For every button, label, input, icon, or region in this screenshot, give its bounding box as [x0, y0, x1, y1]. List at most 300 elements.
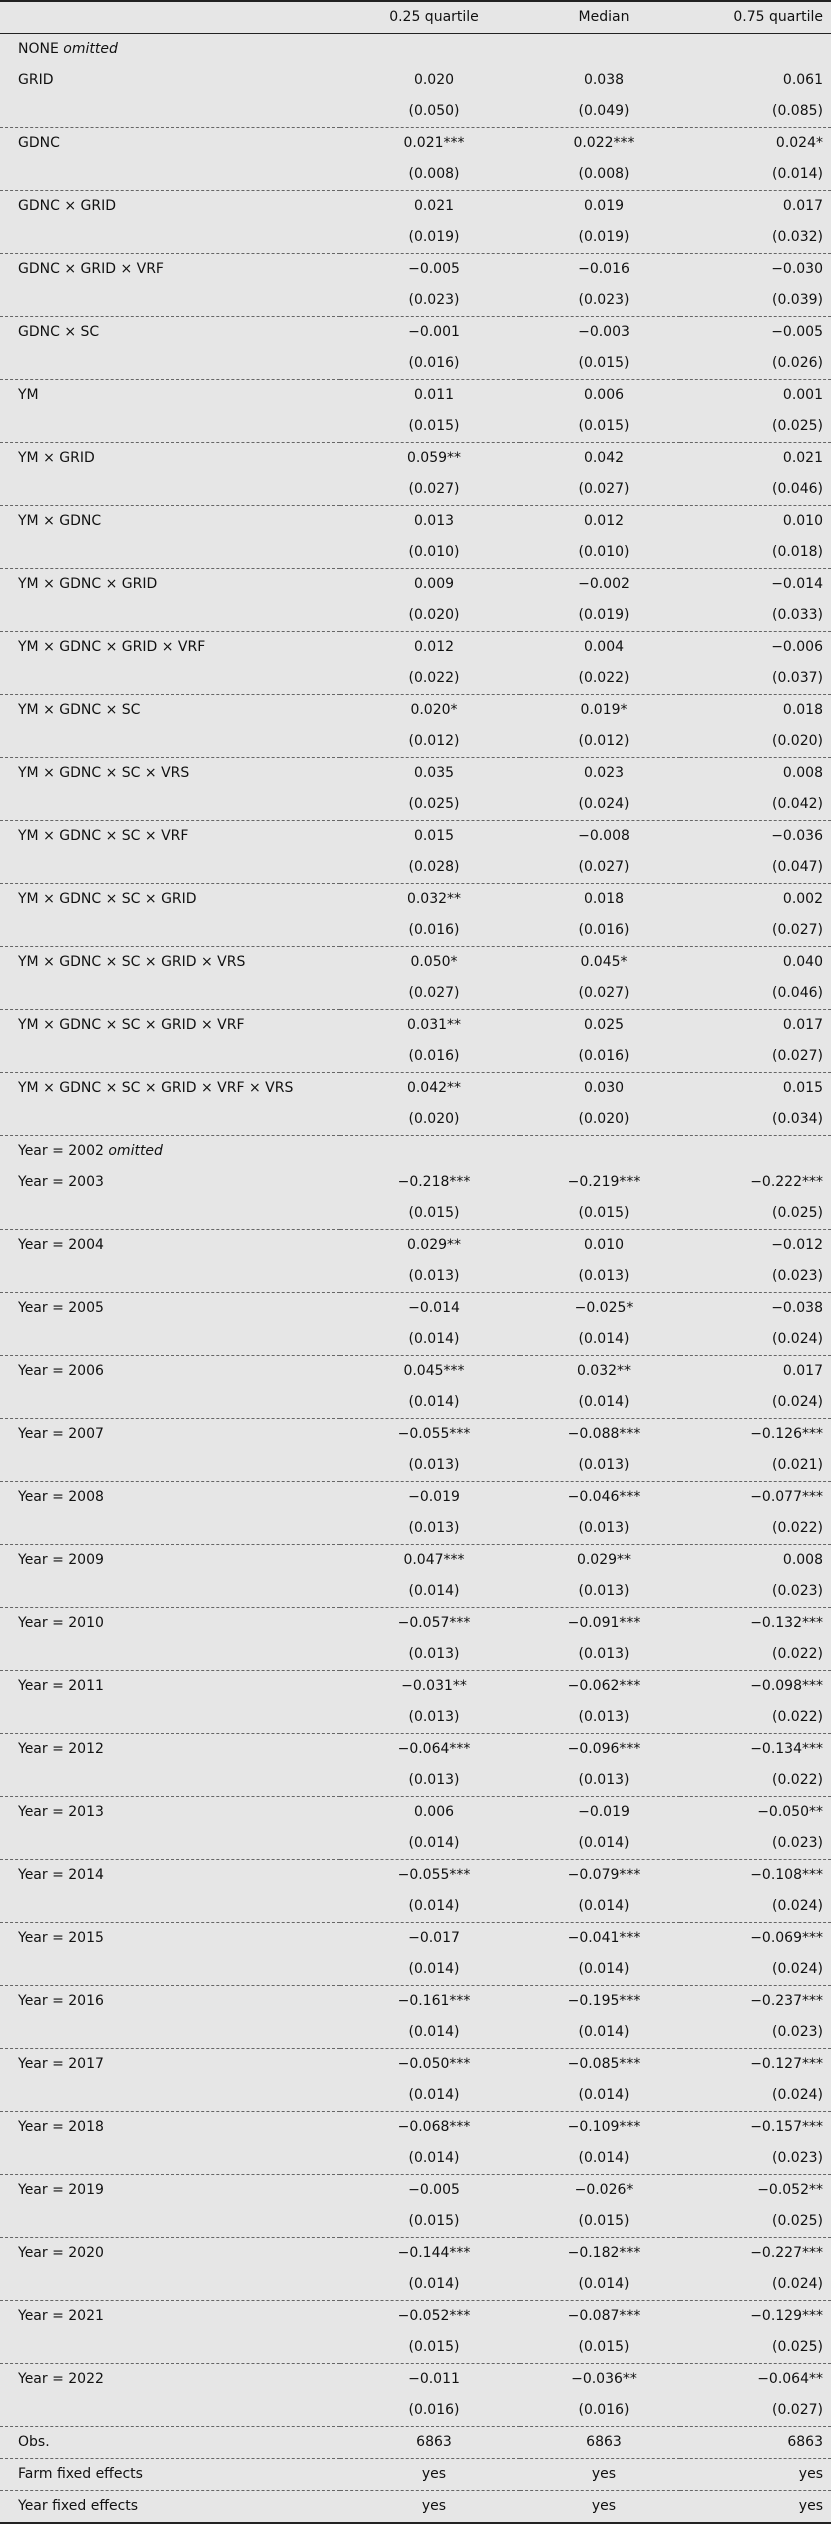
standard-error-value: (0.014) [340, 1891, 520, 1923]
coefficient-value: 0.061 [782, 72, 823, 88]
footer-label: Farm fixed effects [0, 2459, 340, 2491]
coefficient-value: −0.055*** [397, 1426, 471, 1442]
coefficient-value: −0.019 [408, 1489, 460, 1505]
coefficient-value: 0.045*** [403, 1363, 465, 1379]
standard-error-value: (0.016) [520, 915, 680, 947]
standard-error-value: (0.013) [340, 1450, 520, 1482]
variable-label: Year = 2010 [18, 1615, 104, 1631]
coefficient-value: 0.008 [782, 765, 823, 781]
variable-label: YM × GDNC × SC × GRID [18, 891, 197, 907]
empty-cell [520, 34, 680, 66]
coefficient-row [0, 1010, 831, 1042]
empty-cell [0, 2017, 340, 2049]
standard-error-value: (0.024) [680, 2080, 831, 2112]
standard-error-value: (0.025) [680, 1198, 831, 1230]
coefficient-value: −0.091*** [567, 1615, 641, 1631]
coefficient-value: 0.023 [583, 765, 625, 781]
header-row [0, 1, 831, 34]
standard-error-value: (0.027) [520, 852, 680, 884]
standard-error-value: (0.046) [680, 978, 831, 1010]
coefficient-value: 0.017 [782, 1363, 823, 1379]
standard-error-value: (0.008) [520, 159, 680, 191]
coefficient-row [0, 1167, 831, 1198]
standard-error-value: (0.025) [680, 2332, 831, 2364]
standard-error-value: (0.019) [520, 222, 680, 254]
coefficient-value: −0.050*** [397, 2056, 471, 2072]
coefficient-row [0, 254, 831, 286]
standard-error-value: (0.020) [680, 726, 831, 758]
coefficient-value: 0.001 [782, 387, 823, 403]
footer-value: yes [520, 2459, 680, 2491]
footer-value: 6863 [520, 2427, 680, 2459]
coefficient-value: −0.062*** [567, 1678, 641, 1694]
empty-cell [680, 1136, 831, 1168]
empty-cell [0, 600, 340, 632]
standard-error-value: (0.013) [520, 1513, 680, 1545]
coefficient-value: −0.030 [771, 261, 823, 277]
coefficient-value: −0.161*** [397, 1993, 471, 2009]
empty-cell [0, 96, 340, 128]
standard-error-row [0, 96, 831, 128]
standard-error-row [0, 1513, 831, 1545]
standard-error-value: (0.039) [680, 285, 831, 317]
standard-error-value: (0.037) [680, 663, 831, 695]
coefficient-value: −0.085*** [567, 2056, 641, 2072]
coefficient-value: 0.059** [406, 450, 462, 466]
standard-error-value: (0.023) [680, 1828, 831, 1860]
coefficient-value: 0.011 [413, 387, 455, 403]
omitted-note: omitted [63, 41, 118, 57]
variable-label: Year = 2020 [18, 2245, 104, 2261]
coefficient-row [0, 947, 831, 979]
coefficient-row [0, 1608, 831, 1640]
coefficient-value: 0.038 [583, 72, 625, 88]
coefficient-value: 0.010 [782, 513, 823, 529]
standard-error-value: (0.024) [680, 1954, 831, 1986]
coefficient-row [0, 1356, 831, 1388]
table-body [0, 34, 831, 2524]
coefficient-value: −0.129*** [750, 2308, 823, 2324]
standard-error-value: (0.024) [680, 1324, 831, 1356]
coefficient-value: −0.005 [771, 324, 823, 340]
coefficient-value: 0.032** [406, 891, 462, 907]
empty-cell [0, 1104, 340, 1136]
standard-error-value: (0.027) [340, 978, 520, 1010]
coefficient-value: −0.064** [757, 2371, 823, 2387]
coefficient-value: −0.005 [408, 261, 460, 277]
standard-error-value: (0.015) [520, 2206, 680, 2238]
coefficient-value: −0.087*** [567, 2308, 641, 2324]
standard-error-value: (0.015) [340, 1198, 520, 1230]
standard-error-row [0, 2395, 831, 2427]
standard-error-value: (0.025) [680, 411, 831, 443]
standard-error-row [0, 1576, 831, 1608]
empty-cell [0, 222, 340, 254]
standard-error-value: (0.022) [340, 663, 520, 695]
empty-cell [0, 1828, 340, 1860]
coefficient-value: 0.015 [413, 828, 455, 844]
empty-cell [0, 1513, 340, 1545]
coefficient-value: 0.029** [406, 1237, 462, 1253]
variable-label: GDNC × SC [18, 324, 100, 340]
coefficient-value: −0.011 [408, 2371, 460, 2387]
standard-error-value: (0.016) [520, 2395, 680, 2427]
standard-error-value: (0.023) [340, 285, 520, 317]
coefficient-row [0, 884, 831, 916]
coefficient-value: −0.038 [771, 1300, 823, 1316]
coefficient-row [0, 632, 831, 664]
coefficient-value: −0.002 [578, 576, 630, 592]
empty-cell [0, 1198, 340, 1230]
coefficient-value: −0.108*** [750, 1867, 823, 1883]
footer-label: Year fixed effects [0, 2491, 340, 2524]
coefficient-value: −0.237*** [750, 1993, 823, 2009]
variable-label: YM [18, 387, 39, 403]
standard-error-value: (0.014) [340, 2080, 520, 2112]
standard-error-value: (0.014) [340, 1954, 520, 1986]
variable-label: Year = 2021 [18, 2308, 104, 2324]
coefficient-value: 0.009 [413, 576, 455, 592]
coefficient-row [0, 1797, 831, 1829]
standard-error-row [0, 726, 831, 758]
coefficient-value: −0.014 [771, 576, 823, 592]
standard-error-value: (0.014) [520, 2143, 680, 2175]
standard-error-value: (0.013) [340, 1513, 520, 1545]
coefficient-row [0, 1419, 831, 1451]
coefficient-value: −0.050** [757, 1804, 823, 1820]
standard-error-value: (0.014) [340, 2143, 520, 2175]
empty-cell [0, 2143, 340, 2175]
coefficient-value: 0.021*** [403, 135, 465, 151]
empty-cell [0, 852, 340, 884]
coefficient-value: −0.006 [771, 639, 823, 655]
coefficient-value: 0.022*** [573, 135, 635, 151]
coefficient-value: −0.055*** [397, 1867, 471, 1883]
standard-error-row [0, 2206, 831, 2238]
standard-error-value: (0.014) [520, 1387, 680, 1419]
coefficient-row [0, 1986, 831, 2018]
empty-cell [520, 1136, 680, 1168]
standard-error-value: (0.008) [340, 159, 520, 191]
coefficient-row [0, 65, 831, 96]
empty-cell [0, 1576, 340, 1608]
standard-error-value: (0.013) [340, 1261, 520, 1293]
standard-error-value: (0.014) [520, 1324, 680, 1356]
variable-label: YM × GDNC × SC × VRF [18, 828, 189, 844]
empty-cell [0, 348, 340, 380]
standard-error-value: (0.023) [680, 1576, 831, 1608]
footer-value: yes [340, 2459, 520, 2491]
coefficient-row [0, 380, 831, 412]
standard-error-value: (0.032) [680, 222, 831, 254]
header-q25: 0.25 quartile [340, 1, 520, 34]
coefficient-value: −0.182*** [567, 2245, 641, 2261]
coefficient-value: −0.088*** [567, 1426, 641, 1442]
omitted-note: omitted [108, 1143, 163, 1159]
standard-error-value: (0.023) [520, 285, 680, 317]
empty-cell [0, 2206, 340, 2238]
coefficient-value: 0.042** [406, 1080, 462, 1096]
coefficient-value: −0.109*** [567, 2119, 641, 2135]
standard-error-row [0, 2332, 831, 2364]
empty-cell [680, 34, 831, 66]
standard-error-value: (0.014) [340, 1828, 520, 1860]
coefficient-row [0, 1073, 831, 1105]
standard-error-value: (0.014) [340, 1324, 520, 1356]
standard-error-row [0, 1891, 831, 1923]
standard-error-value: (0.016) [340, 1041, 520, 1073]
variable-label: Year = 2017 [18, 2056, 104, 2072]
variable-label: YM × GDNC × SC × VRS [18, 765, 190, 781]
standard-error-row [0, 1104, 831, 1136]
standard-error-row [0, 285, 831, 317]
standard-error-value: (0.025) [680, 2206, 831, 2238]
variable-label: YM × GDNC × SC × GRID × VRF × VRS [18, 1080, 294, 1096]
coefficient-value: −0.069*** [750, 1930, 823, 1946]
standard-error-value: (0.013) [520, 1261, 680, 1293]
standard-error-value: (0.013) [520, 1765, 680, 1797]
standard-error-value: (0.022) [680, 1513, 831, 1545]
coefficient-value: −0.057*** [397, 1615, 471, 1631]
coefficient-value: 0.004 [583, 639, 625, 655]
standard-error-value: (0.034) [680, 1104, 831, 1136]
variable-label: YM × GDNC × SC × GRID × VRF [18, 1017, 245, 1033]
standard-error-value: (0.023) [680, 2143, 831, 2175]
variable-label: Year = 2015 [18, 1930, 104, 1946]
variable-label: GRID [18, 72, 54, 88]
variable-label: Year = 2014 [18, 1867, 104, 1883]
standard-error-value: (0.028) [340, 852, 520, 884]
standard-error-value: (0.027) [680, 1041, 831, 1073]
standard-error-value: (0.018) [680, 537, 831, 569]
standard-error-value: (0.042) [680, 789, 831, 821]
coefficient-value: 0.012 [413, 639, 455, 655]
standard-error-value: (0.027) [520, 474, 680, 506]
footer-value: yes [340, 2491, 520, 2524]
coefficient-value: 0.006 [583, 387, 625, 403]
variable-label: YM × GDNC [18, 513, 102, 529]
empty-cell [340, 34, 520, 66]
empty-cell [0, 537, 340, 569]
coefficient-row [0, 758, 831, 790]
footer-value: yes [680, 2459, 831, 2491]
coefficient-value: −0.157*** [750, 2119, 823, 2135]
coefficient-row [0, 1230, 831, 1262]
standard-error-value: (0.020) [520, 1104, 680, 1136]
empty-cell [0, 789, 340, 821]
coefficient-value: −0.132*** [750, 1615, 823, 1631]
standard-error-value: (0.022) [680, 1639, 831, 1671]
standard-error-row [0, 159, 831, 191]
empty-cell [0, 1702, 340, 1734]
omitted-variable: NONE [18, 41, 59, 57]
empty-cell [0, 1450, 340, 1482]
standard-error-value: (0.014) [520, 1828, 680, 1860]
standard-error-value: (0.015) [340, 2332, 520, 2364]
coefficient-value: 0.017 [782, 1017, 823, 1033]
standard-error-row [0, 411, 831, 443]
coefficient-value: −0.219*** [567, 1174, 641, 1190]
empty-cell [0, 474, 340, 506]
header-median: Median [520, 1, 680, 34]
standard-error-row [0, 1954, 831, 1986]
omitted-row [0, 34, 831, 66]
empty-cell [340, 1136, 520, 1168]
standard-error-value: (0.024) [680, 1891, 831, 1923]
standard-error-value: (0.014) [340, 1387, 520, 1419]
standard-error-row [0, 789, 831, 821]
standard-error-value: (0.014) [520, 2269, 680, 2301]
coefficient-value: 0.015 [782, 1080, 823, 1096]
standard-error-value: (0.016) [340, 2395, 520, 2427]
standard-error-value: (0.014) [680, 159, 831, 191]
coefficient-value: 0.021 [782, 450, 823, 466]
variable-label: YM × GRID [18, 450, 95, 466]
coefficient-value: −0.052*** [397, 2308, 471, 2324]
standard-error-value: (0.021) [680, 1450, 831, 1482]
coefficient-value: 0.035 [413, 765, 455, 781]
coefficient-value: −0.218*** [397, 1174, 471, 1190]
coefficient-value: 0.020* [410, 702, 458, 718]
standard-error-value: (0.024) [680, 2269, 831, 2301]
coefficient-value: −0.052** [757, 2182, 823, 2198]
standard-error-value: (0.019) [340, 222, 520, 254]
empty-cell [0, 915, 340, 947]
coefficient-value: 0.019* [580, 702, 628, 718]
standard-error-value: (0.049) [520, 96, 680, 128]
variable-label: Year = 2013 [18, 1804, 104, 1820]
coefficient-value: −0.068*** [397, 2119, 471, 2135]
standard-error-value: (0.027) [340, 474, 520, 506]
standard-error-value: (0.046) [680, 474, 831, 506]
empty-cell [0, 2269, 340, 2301]
coefficient-value: −0.096*** [567, 1741, 641, 1757]
coefficient-value: 0.012 [583, 513, 625, 529]
standard-error-row [0, 663, 831, 695]
coefficient-row [0, 1671, 831, 1703]
coefficient-row [0, 1734, 831, 1766]
coefficient-value: 0.002 [782, 891, 823, 907]
standard-error-value: (0.047) [680, 852, 831, 884]
coefficient-value: −0.134*** [750, 1741, 823, 1757]
coefficient-value: 0.024* [775, 135, 823, 151]
coefficient-value: −0.016 [578, 261, 630, 277]
coefficient-value: −0.077*** [750, 1489, 823, 1505]
standard-error-value: (0.022) [680, 1702, 831, 1734]
standard-error-row [0, 348, 831, 380]
coefficient-row [0, 2175, 831, 2207]
standard-error-row [0, 600, 831, 632]
coefficient-value: −0.026* [574, 2182, 634, 2198]
coefficient-value: 0.020 [413, 72, 455, 88]
variable-label: Year = 2006 [18, 1363, 104, 1379]
variable-label: GDNC × GRID [18, 198, 116, 214]
standard-error-value: (0.013) [520, 1576, 680, 1608]
coefficient-value: −0.001 [408, 324, 460, 340]
coefficient-value: −0.008 [578, 828, 630, 844]
standard-error-value: (0.024) [680, 1387, 831, 1419]
empty-cell [0, 2395, 340, 2427]
empty-cell [0, 1261, 340, 1293]
coefficient-value: −0.046*** [567, 1489, 641, 1505]
variable-label: Year = 2008 [18, 1489, 104, 1505]
variable-label: YM × GDNC × GRID × VRF [18, 639, 206, 655]
standard-error-value: (0.085) [680, 96, 831, 128]
coefficient-row [0, 821, 831, 853]
standard-error-row [0, 1450, 831, 1482]
coefficient-value: 0.013 [413, 513, 455, 529]
variable-label: YM × GDNC × SC × GRID × VRS [18, 954, 246, 970]
standard-error-row [0, 1041, 831, 1073]
coefficient-value: 0.045* [580, 954, 628, 970]
empty-cell [0, 411, 340, 443]
coefficient-value: −0.126*** [750, 1426, 823, 1442]
standard-error-value: (0.022) [520, 663, 680, 695]
coefficient-value: 0.018 [782, 702, 823, 718]
standard-error-value: (0.014) [340, 1576, 520, 1608]
empty-cell [0, 1387, 340, 1419]
coefficient-value: −0.144*** [397, 2245, 471, 2261]
standard-error-value: (0.027) [680, 2395, 831, 2427]
empty-cell [0, 1891, 340, 1923]
variable-label: Year = 2007 [18, 1426, 104, 1442]
coefficient-value: −0.227*** [750, 2245, 823, 2261]
variable-label: Year = 2004 [18, 1237, 104, 1253]
coefficient-value: 0.021 [413, 198, 455, 214]
coefficient-row [0, 1923, 831, 1955]
coefficient-value: 0.018 [583, 891, 625, 907]
empty-cell [0, 1041, 340, 1073]
coefficient-value: 0.030 [583, 1080, 625, 1096]
footer-value: 6863 [680, 2427, 831, 2459]
standard-error-value: (0.022) [680, 1765, 831, 1797]
standard-error-value: (0.015) [340, 2206, 520, 2238]
footer-value: yes [680, 2491, 831, 2524]
standard-error-value: (0.014) [340, 2017, 520, 2049]
coefficient-row [0, 128, 831, 160]
variable-label: Year = 2018 [18, 2119, 104, 2135]
standard-error-row [0, 1324, 831, 1356]
standard-error-row [0, 2143, 831, 2175]
standard-error-value: (0.020) [340, 1104, 520, 1136]
coefficient-row [0, 1545, 831, 1577]
coefficient-row [0, 443, 831, 475]
coefficient-value: 0.047*** [403, 1552, 465, 1568]
empty-cell [0, 285, 340, 317]
empty-cell [0, 159, 340, 191]
standard-error-value: (0.015) [520, 1198, 680, 1230]
standard-error-value: (0.013) [340, 1702, 520, 1734]
coefficient-row [0, 2112, 831, 2144]
standard-error-row [0, 852, 831, 884]
standard-error-value: (0.013) [520, 1450, 680, 1482]
coefficient-value: −0.127*** [750, 2056, 823, 2072]
standard-error-value: (0.027) [520, 978, 680, 1010]
header-label [0, 1, 340, 34]
coefficient-value: 0.025 [583, 1017, 625, 1033]
omitted-label [0, 34, 340, 66]
coefficient-value: 0.031** [406, 1017, 462, 1033]
variable-label: Year = 2019 [18, 2182, 104, 2198]
coefficient-value: −0.079*** [567, 1867, 641, 1883]
variable-label: Year = 2022 [18, 2371, 104, 2387]
coefficient-value: −0.036 [771, 828, 823, 844]
standard-error-row [0, 2017, 831, 2049]
standard-error-row [0, 1702, 831, 1734]
coefficient-value: −0.041*** [567, 1930, 641, 1946]
standard-error-value: (0.026) [680, 348, 831, 380]
coefficient-row [0, 2301, 831, 2333]
